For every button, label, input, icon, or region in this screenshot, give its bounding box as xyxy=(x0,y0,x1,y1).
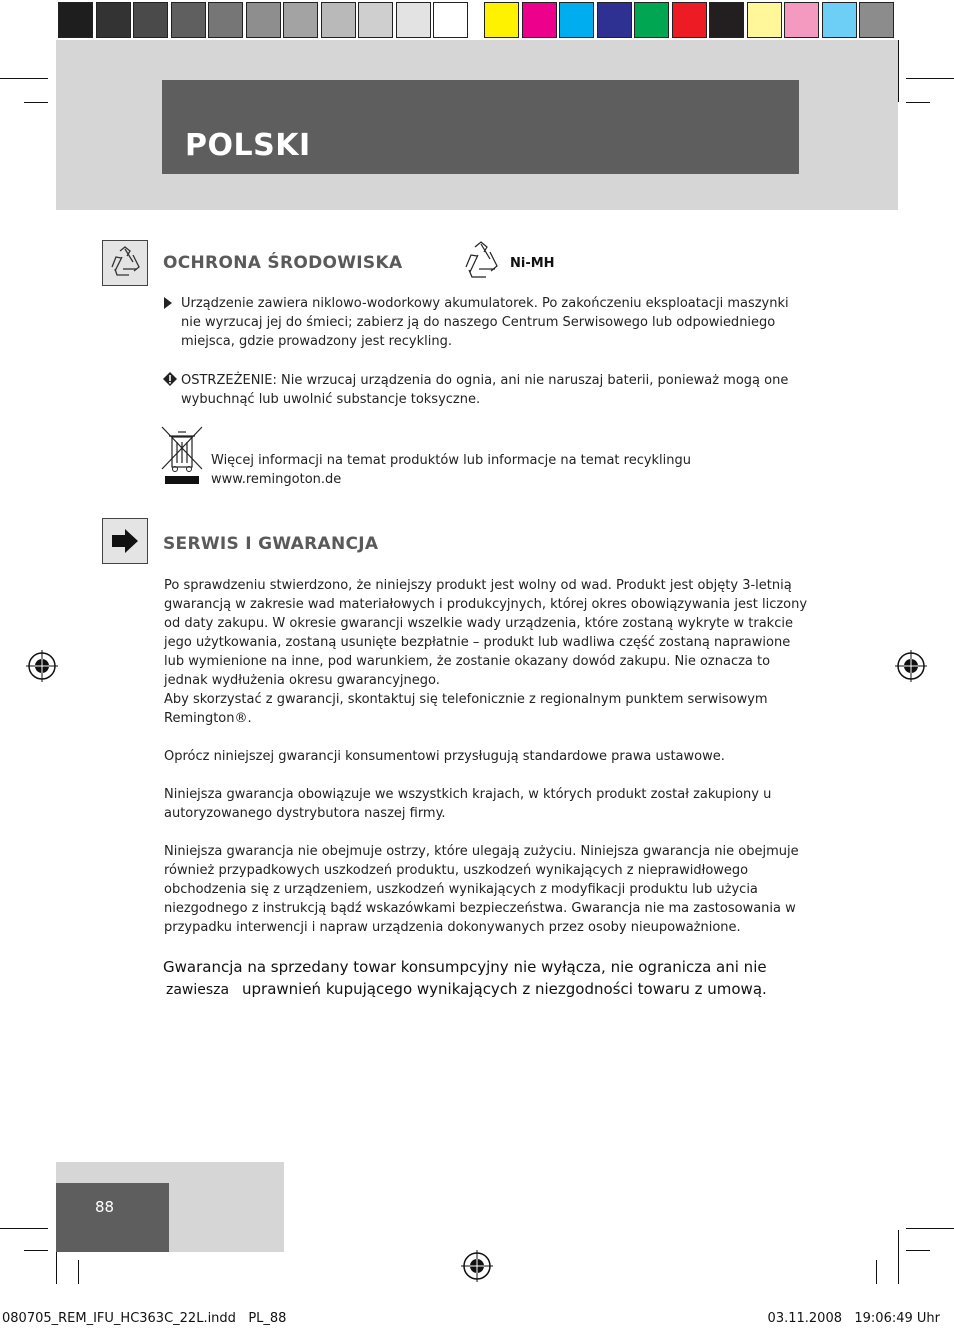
consumer-rights-line1: Gwarancja na sprzedany towar konsumpcyjny nie wyłącza, nie ogranicza ani nie xyxy=(163,958,767,976)
crop-mark xyxy=(906,1250,930,1251)
crop-mark xyxy=(24,102,48,103)
crop-mark xyxy=(906,102,930,103)
service-body xyxy=(164,576,809,937)
crop-mark xyxy=(78,1260,79,1284)
page-title: POLSKI xyxy=(185,128,311,163)
crossed-bin-icon xyxy=(160,425,204,487)
crop-mark xyxy=(876,1260,877,1284)
recycle-icon-box xyxy=(102,240,148,286)
color-swatch xyxy=(597,2,632,38)
recycle-icon xyxy=(103,241,147,285)
service-paragraph-4: Niniejsza gwarancja obowiązuje we wszystkich krajach, w których produkt został zakupiony u autoryzowanego dystrybutora naszej firmy. xyxy=(164,787,772,821)
color-swatch xyxy=(522,2,557,38)
gray-swatch xyxy=(133,2,168,38)
gray-swatch xyxy=(96,2,131,38)
gray-swatch xyxy=(433,2,468,38)
battery-type-label: Ni-MH xyxy=(510,256,555,271)
warning-text: OSTRZEŻENIE: Nie wrzucaj urządzenia do ognia, ani nie naruszaj baterii, ponieważ mogą one wybuchnąć lub uwolnić substancje toksyczne. xyxy=(181,373,789,407)
service-paragraph-3: Oprócz niniejszej gwarancji konsumentowi przysługują standardowe prawa ustawowe. xyxy=(164,749,725,764)
arrow-icon-box xyxy=(102,518,148,564)
crop-mark xyxy=(24,1250,48,1251)
color-swatch xyxy=(672,2,707,38)
crop-mark xyxy=(898,1230,899,1284)
consumer-rights-line2b: uprawnień kupującego wynikających z niezgodności towaru z umową. xyxy=(242,980,767,998)
color-swatch xyxy=(784,2,819,38)
registration-mark-icon xyxy=(26,650,58,682)
service-paragraph-5: Niniejsza gwarancja nie obejmuje ostrzy, które ulegają zużyciu. Niniejsza gwarancja nie obejmuje również przypadkowych uszkodzeń produktu, uszkodzeń wynikających z nieprawidłowego obchodzenia się z urządzeniem, uszkodzeń wynikających z modyfikacji produktu lub użycia niezgodnego z instrukcją bądź wskazówkami bezpieczeństwa. Gwarancja nie ma zastosowania w przypadku interwencji i napraw urządzenia dokonywanych przez osoby nieupoważnione. xyxy=(164,844,799,935)
gray-swatch xyxy=(246,2,281,38)
section-heading-environment: OCHRONA ŚRODOWISKA xyxy=(163,253,403,273)
registration-mark-icon xyxy=(895,650,927,682)
service-paragraph-2: Aby skorzystać z gwarancji, skontaktuj się telefonicznie z regionalnym punktem serwisowym Remington®. xyxy=(164,692,768,726)
gray-swatch xyxy=(58,2,93,38)
crop-mark xyxy=(0,1228,48,1229)
bullet-arrow-icon xyxy=(163,296,173,310)
warning-icon xyxy=(162,371,178,387)
right-arrow-icon xyxy=(103,519,147,563)
color-swatch xyxy=(709,2,744,38)
info-link[interactable]: www.remingoton.de xyxy=(211,472,342,487)
color-swatch xyxy=(859,2,894,38)
gray-swatch xyxy=(208,2,243,38)
page-number: 88 xyxy=(95,1198,115,1216)
color-swatch xyxy=(559,2,594,38)
page-number-box xyxy=(56,1183,169,1252)
crop-mark xyxy=(898,40,899,102)
footer-filename: 080705_REM_IFU_HC363C_22L.indd PL_88 xyxy=(2,1311,287,1326)
consumer-rights-line2a: zawiesza xyxy=(166,982,230,998)
color-swatch xyxy=(634,2,669,38)
color-swatch xyxy=(747,2,782,38)
crop-mark xyxy=(906,1228,954,1229)
service-paragraph-1: Po sprawdzeniu stwierdzono, że niniejszy produkt jest wolny od wad. Produkt jest objęty 3-letnią gwarancją w zakresie wad materiałowych i produkcyjnych, której okres obowiązywania jest liczony od daty zakupu. W okresie gwarancji wszelkie wady urządzenia, które zostaną wykryte w trakcie jego użytkowania, zostaną usunięte bezpłatnie – produkt lub wadliwa część zostaną naprawione lub wymienione na inne, pod warunkiem, że zostanie okazany dowód zakupu. Nie oznacza to jednak wydłużenia okresu gwarancyjnego. xyxy=(164,578,808,688)
bullet-text: Urządzenie zawiera niklowo-wodorkowy akumulatorek. Po zakończeniu eksploatacji maszynki nie wyrzucaj jej do śmieci; zabierz ją do naszego Centrum Serwisowego lub odpowiedniego miejsca, gdzie prowadzony jest recykling. xyxy=(181,296,789,349)
color-swatch xyxy=(484,2,519,38)
section-heading-service: SERWIS I GWARANCJA xyxy=(163,534,379,554)
crop-mark xyxy=(906,78,954,79)
crop-mark xyxy=(0,78,48,79)
footer-timestamp: 03.11.2008 19:06:49 Uhr xyxy=(767,1311,940,1326)
gray-swatch xyxy=(358,2,393,38)
gray-swatch xyxy=(321,2,356,38)
gray-swatch xyxy=(283,2,318,38)
info-text-line1: Więcej informacji na temat produktów lub informacje na temat recyklingu xyxy=(211,453,692,468)
color-swatch xyxy=(822,2,857,38)
gray-swatch xyxy=(396,2,431,38)
recycle-battery-icon xyxy=(458,240,508,286)
registration-mark-icon xyxy=(461,1250,493,1282)
gray-swatch xyxy=(171,2,206,38)
